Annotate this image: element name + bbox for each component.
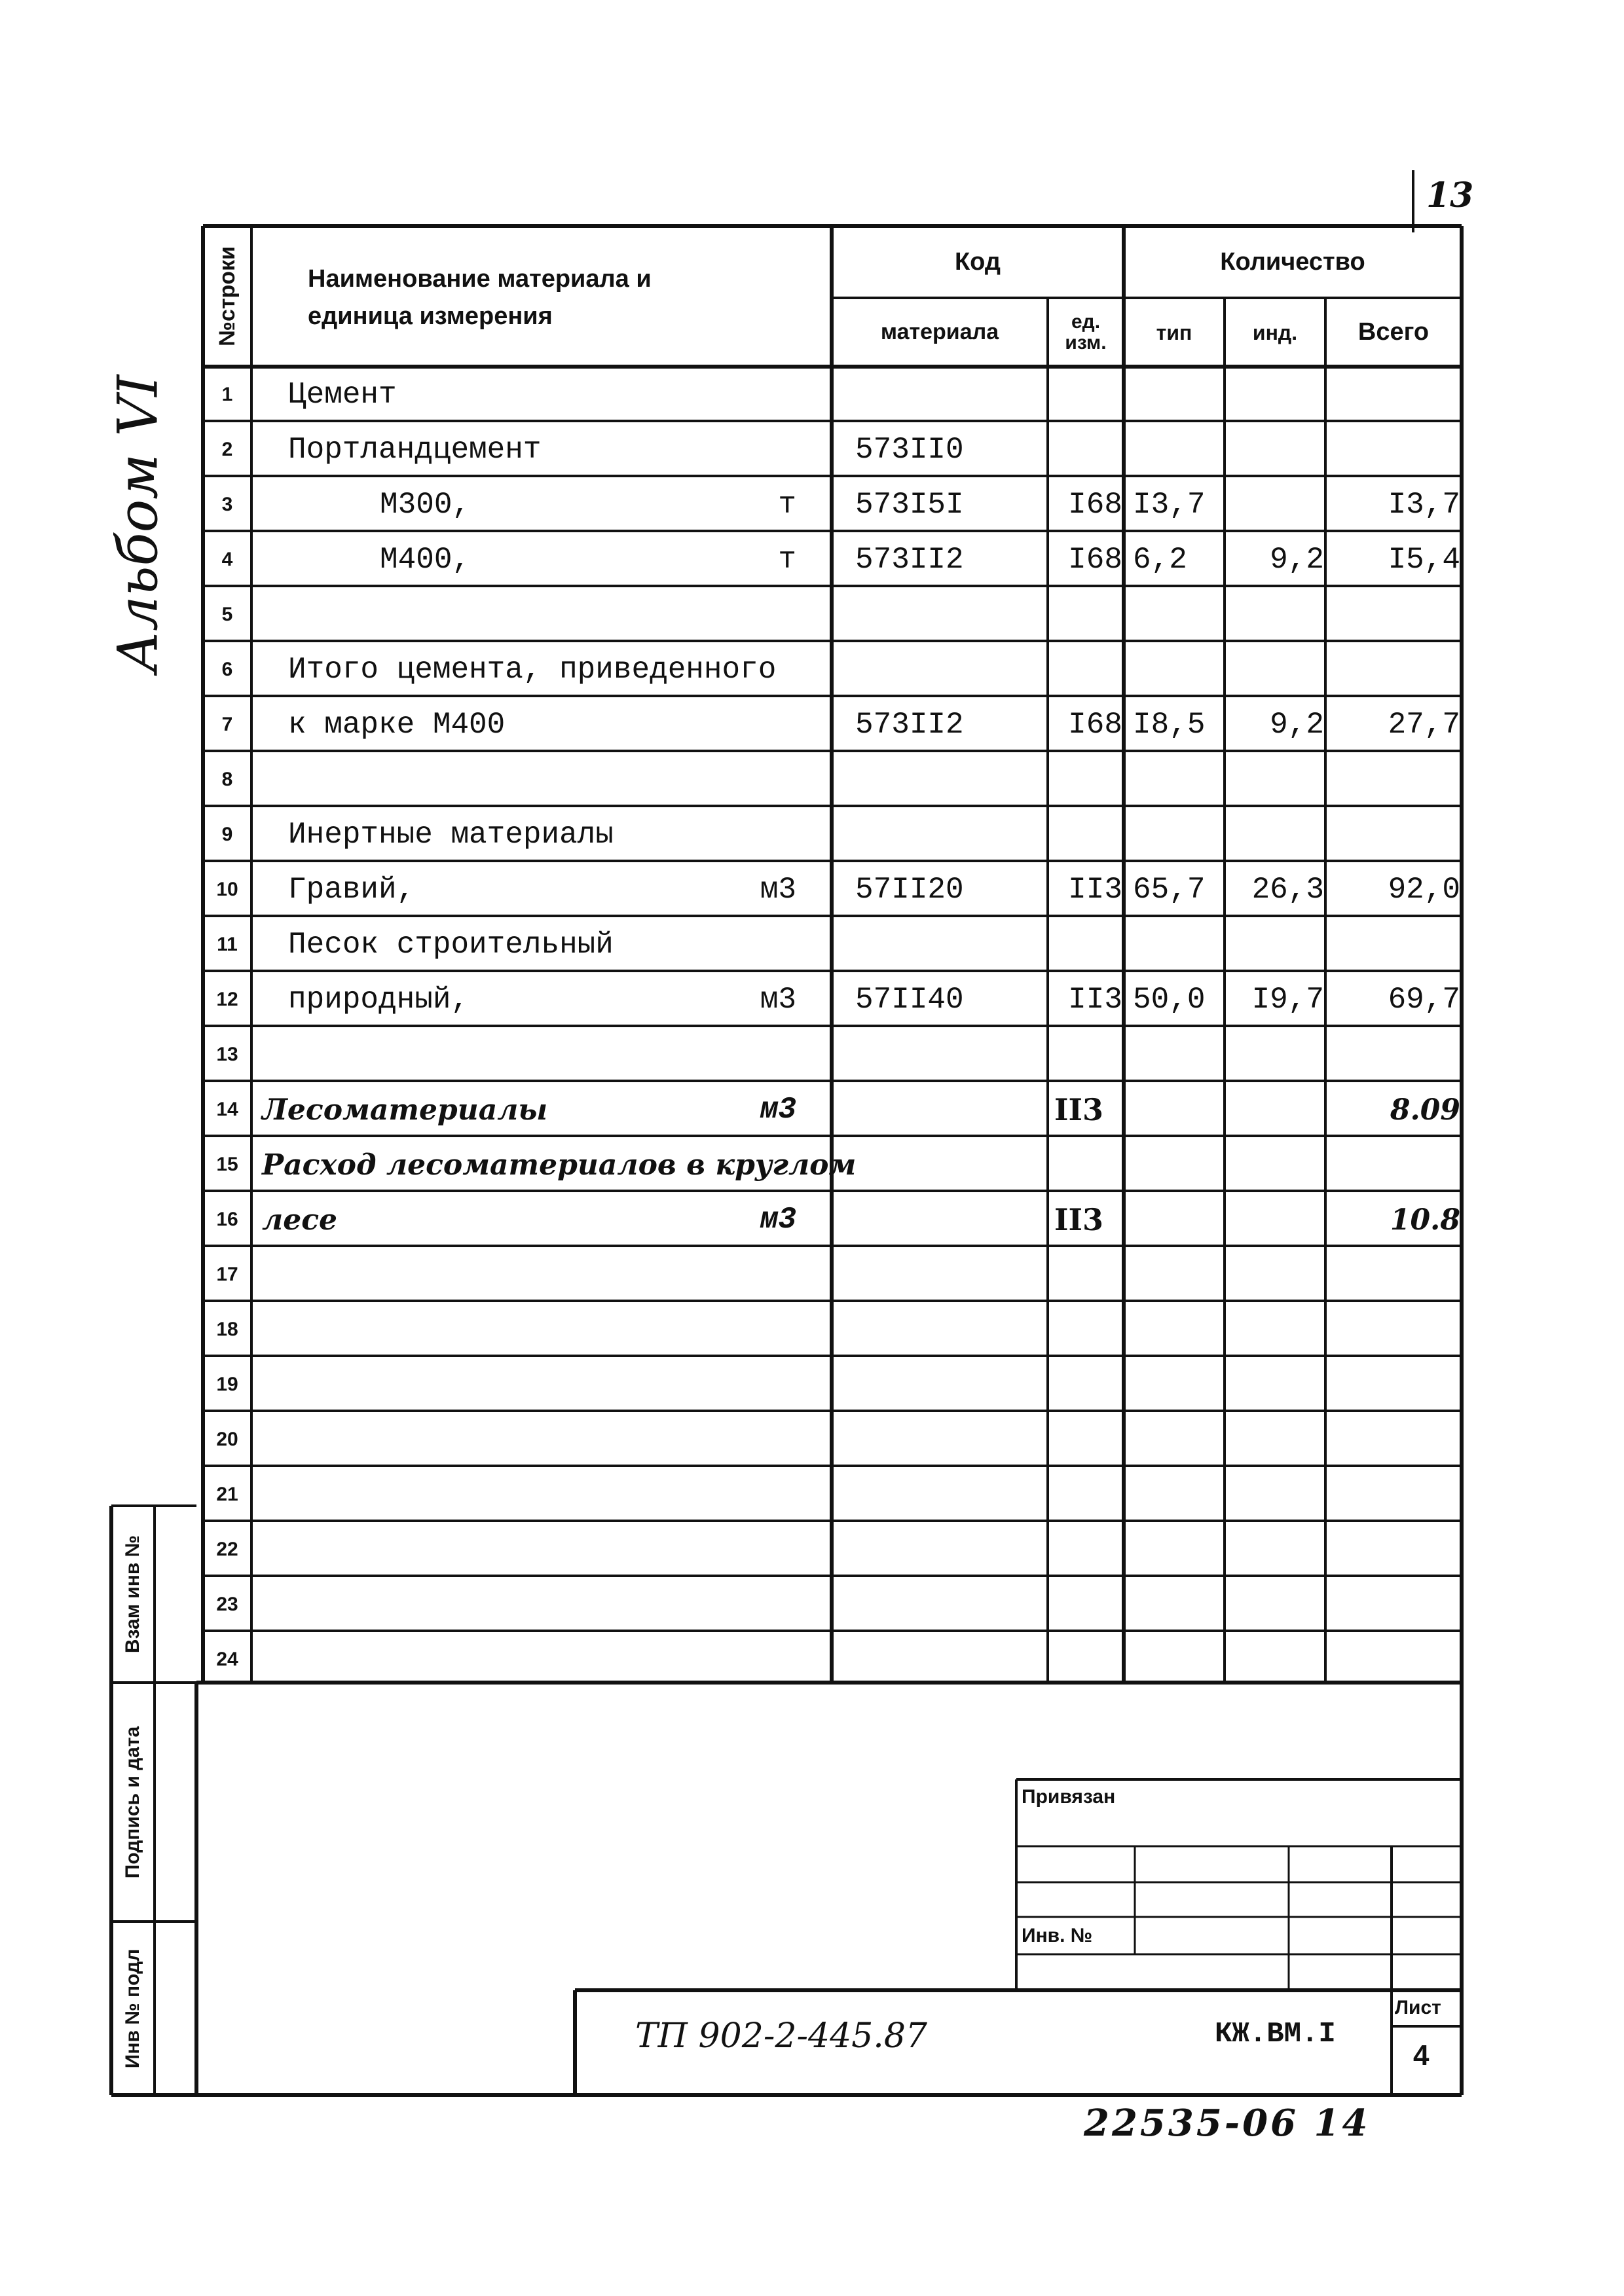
material-name	[288, 1634, 747, 1685]
row-number: 10	[216, 879, 238, 900]
row-number: 1	[221, 384, 233, 405]
sheet-number: 4	[1413, 2039, 1430, 2071]
row-number: 11	[217, 934, 238, 955]
material-code: 57II20	[855, 873, 964, 907]
row-number: 16	[216, 1209, 238, 1230]
unit-code: II3	[1054, 1092, 1104, 1127]
unit-code: I68	[1068, 488, 1122, 522]
archive-number: 22535-06 14	[1084, 2102, 1371, 2145]
qty-total: 92,0	[1388, 873, 1460, 907]
material-name: Цемент	[288, 378, 397, 412]
qty-total	[1327, 1579, 1475, 1630]
material-code	[833, 1524, 1069, 1575]
unit-label	[720, 919, 800, 970]
unit-code	[1049, 1359, 1125, 1410]
row-number: 20	[216, 1429, 238, 1450]
qty-type	[1125, 1414, 1231, 1465]
unit-label	[720, 1634, 800, 1685]
unit-code	[1049, 919, 1125, 970]
material-code	[833, 809, 1069, 860]
qty-type	[1125, 1084, 1231, 1135]
row-number: 13	[216, 1044, 238, 1065]
qty-type	[1125, 1029, 1231, 1080]
unit-code	[1049, 589, 1125, 640]
qty-total	[1327, 1524, 1475, 1575]
qty-total: I5,4	[1388, 543, 1460, 577]
qty-type	[1125, 1249, 1231, 1300]
qty-type	[1125, 644, 1231, 695]
album-label: Альбом VI	[105, 374, 170, 673]
row-number: 21	[216, 1484, 238, 1505]
material-name: к марке М400	[288, 708, 506, 742]
row-number: 17	[216, 1264, 238, 1285]
unit-code	[1049, 754, 1125, 805]
qty-total	[1327, 919, 1475, 970]
qty-type	[1125, 424, 1231, 475]
material-code	[833, 1249, 1069, 1300]
material-name: Итого цемента, приведенного	[288, 653, 777, 687]
unit-label	[720, 1579, 800, 1630]
stamp-vzam: Взам инв №	[122, 1535, 143, 1654]
unit-code	[1049, 1469, 1125, 1520]
qty-type: 65,7	[1133, 873, 1206, 907]
unit-code	[1049, 1414, 1125, 1465]
unit-code: I68	[1068, 543, 1122, 577]
header-qty-type: тип	[1156, 320, 1192, 344]
material-name: лесе	[262, 1203, 337, 1237]
qty-ind	[1226, 1579, 1338, 1630]
qty-type	[1125, 369, 1231, 420]
qty-total	[1327, 1249, 1475, 1300]
qty-ind: I9,7	[1251, 983, 1324, 1017]
qty-type	[1125, 1139, 1231, 1190]
doc-mark: КЖ.ВМ.I	[1215, 2018, 1336, 2050]
page-number: 13	[1426, 175, 1474, 215]
material-code: 573II0	[855, 433, 964, 467]
material-name	[288, 1029, 747, 1080]
qty-total	[1327, 424, 1475, 475]
qty-ind	[1226, 424, 1338, 475]
unit-label	[720, 1524, 800, 1575]
qty-ind	[1226, 1194, 1338, 1245]
row-number: 5	[221, 604, 233, 625]
unit-label	[720, 644, 800, 695]
qty-total	[1327, 1304, 1475, 1355]
qty-ind	[1226, 1304, 1338, 1355]
unit-label	[720, 589, 800, 640]
qty-type	[1125, 1524, 1231, 1575]
doc-code: ТП 902-2-445.87	[635, 2016, 927, 2056]
unit-code	[1049, 1249, 1125, 1300]
material-name: природный,	[288, 983, 470, 1017]
qty-type	[1125, 1304, 1231, 1355]
row-number: 8	[221, 769, 233, 790]
header-code-unit: ед. изм.	[1065, 311, 1107, 354]
unit-code	[1049, 809, 1125, 860]
qty-total	[1327, 754, 1475, 805]
qty-type: I3,7	[1133, 488, 1206, 522]
header-name: Наименование материала и единица измерения	[308, 265, 652, 330]
material-code	[833, 589, 1069, 640]
material-name	[288, 1524, 747, 1575]
unit-code	[1049, 1139, 1130, 1190]
qty-ind	[1226, 589, 1338, 640]
material-name: Песок строительный	[288, 928, 614, 962]
unit-code	[1049, 424, 1125, 475]
unit-code: I68	[1068, 708, 1122, 742]
qty-ind: 9,2	[1270, 708, 1324, 742]
qty-total	[1327, 1469, 1475, 1520]
qty-type	[1125, 1194, 1231, 1245]
qty-total	[1327, 369, 1475, 420]
title-privyazan: Привязан	[1022, 1786, 1116, 1808]
unit-label: т	[778, 543, 796, 577]
material-name	[288, 1304, 747, 1355]
row-number: 9	[221, 824, 233, 845]
unit-label: м3	[760, 983, 796, 1017]
row-number: 3	[221, 494, 233, 515]
unit-label	[720, 1469, 800, 1520]
row-number: 7	[221, 714, 233, 735]
row-number: 18	[216, 1319, 238, 1340]
qty-ind	[1226, 1414, 1338, 1465]
unit-label	[720, 369, 800, 420]
qty-type: 6,2	[1133, 543, 1187, 577]
qty-ind	[1226, 1634, 1338, 1685]
unit-label	[720, 809, 800, 860]
unit-label	[720, 424, 800, 475]
qty-ind: 26,3	[1251, 873, 1324, 907]
qty-ind	[1226, 1469, 1338, 1520]
material-code	[833, 1414, 1069, 1465]
header-qty-ind: инд.	[1252, 320, 1298, 344]
header-code: Код	[954, 247, 1001, 276]
qty-total	[1327, 644, 1475, 695]
row-number: 19	[216, 1374, 238, 1395]
qty-total	[1327, 1414, 1475, 1465]
unit-label	[720, 754, 800, 805]
qty-total	[1327, 589, 1475, 640]
qty-type	[1125, 809, 1231, 860]
unit-label: м3	[760, 1093, 796, 1127]
material-name	[288, 589, 747, 640]
material-name	[288, 1469, 747, 1520]
row-number: 14	[216, 1099, 238, 1120]
qty-total: 27,7	[1388, 708, 1460, 742]
row-number: 23	[216, 1594, 238, 1615]
qty-ind	[1226, 1249, 1338, 1300]
material-name: Расход лесоматериалов в круглом	[262, 1148, 857, 1182]
material-code	[833, 1139, 1069, 1190]
unit-label	[720, 1359, 800, 1410]
unit-label	[720, 1304, 800, 1355]
material-code	[833, 1084, 1069, 1135]
qty-ind	[1226, 369, 1338, 420]
material-code: 57II40	[855, 983, 964, 1017]
qty-ind	[1226, 1524, 1338, 1575]
qty-type: 50,0	[1133, 983, 1206, 1017]
unit-code: II3	[1068, 983, 1122, 1017]
row-number: 22	[216, 1539, 238, 1560]
material-name	[288, 754, 747, 805]
unit-code	[1049, 1524, 1125, 1575]
unit-code	[1049, 1304, 1125, 1355]
unit-code	[1049, 644, 1125, 695]
material-code	[833, 1029, 1069, 1080]
qty-total	[1327, 1359, 1475, 1410]
qty-type	[1125, 1469, 1231, 1520]
material-name	[288, 1359, 747, 1410]
qty-total	[1327, 1634, 1475, 1685]
unit-label	[720, 1029, 800, 1080]
qty-ind	[1226, 1029, 1338, 1080]
qty-total: 69,7	[1388, 983, 1460, 1017]
unit-label: м3	[760, 1203, 796, 1237]
row-number: 6	[221, 659, 233, 680]
header-qty-total: Всего	[1357, 318, 1430, 346]
unit-label	[720, 1414, 800, 1465]
header-qty: Количество	[1220, 247, 1365, 276]
header-row-no: №строки	[214, 246, 240, 346]
qty-type	[1125, 1579, 1231, 1630]
qty-total: 10.8	[1390, 1203, 1460, 1237]
material-name: Лесоматериалы	[262, 1093, 548, 1127]
qty-type	[1125, 1634, 1231, 1685]
header-code-material: материала	[880, 319, 999, 344]
unit-code: II3	[1068, 873, 1122, 907]
qty-total: I3,7	[1388, 488, 1460, 522]
material-code: 573II2	[855, 543, 964, 577]
unit-code: II3	[1054, 1202, 1104, 1237]
qty-ind	[1226, 809, 1338, 860]
row-number: 24	[216, 1649, 238, 1670]
qty-ind	[1226, 1084, 1338, 1135]
qty-type	[1125, 1359, 1231, 1410]
unit-code	[1049, 1579, 1125, 1630]
material-code	[833, 1579, 1069, 1630]
sheet-label: Лист	[1395, 1997, 1441, 2018]
qty-total	[1327, 809, 1475, 860]
material-code	[833, 1359, 1069, 1410]
material-code: 573I5I	[855, 488, 964, 522]
qty-total: 8.09	[1390, 1093, 1460, 1127]
material-code	[833, 754, 1069, 805]
material-code	[833, 1194, 1069, 1245]
qty-total	[1327, 1139, 1488, 1190]
material-name	[288, 1249, 747, 1300]
row-number: 2	[221, 439, 233, 460]
qty-ind	[1226, 1139, 1338, 1190]
qty-ind	[1226, 644, 1338, 695]
qty-type	[1125, 589, 1231, 640]
qty-ind	[1226, 919, 1338, 970]
material-code	[833, 1469, 1069, 1520]
material-name: Инертные материалы	[288, 818, 614, 852]
unit-code	[1049, 1029, 1125, 1080]
material-name: Портландцемент	[288, 433, 542, 467]
qty-ind	[1226, 754, 1338, 805]
material-code	[833, 919, 1069, 970]
unit-code	[1049, 369, 1125, 420]
qty-type	[1125, 919, 1231, 970]
material-name	[288, 1414, 747, 1465]
qty-total	[1327, 1029, 1475, 1080]
unit-label	[720, 1139, 800, 1190]
material-code	[833, 369, 1069, 420]
row-number: 4	[221, 549, 233, 570]
material-name: М400,	[380, 543, 471, 577]
material-name: Гравий,	[288, 873, 415, 907]
qty-ind: 9,2	[1270, 543, 1324, 577]
material-code	[833, 1634, 1069, 1685]
row-number: 12	[216, 989, 238, 1010]
qty-ind	[1226, 479, 1338, 530]
material-code	[833, 1304, 1069, 1355]
stamp-inv-podl: Инв № подл	[122, 1948, 144, 2068]
qty-type	[1125, 754, 1231, 805]
stamp-podpis: Подпись и дата	[122, 1726, 144, 1878]
material-code	[833, 644, 1069, 695]
unit-label: м3	[760, 873, 796, 907]
unit-label	[720, 699, 800, 750]
unit-label: т	[778, 488, 796, 522]
material-name	[288, 1579, 747, 1630]
title-inv-no: Инв. №	[1022, 1925, 1093, 1946]
qty-type: I8,5	[1133, 708, 1206, 742]
unit-code	[1049, 1634, 1125, 1685]
qty-ind	[1226, 1359, 1338, 1410]
material-name: М300,	[380, 488, 471, 522]
row-number: 15	[216, 1154, 238, 1175]
unit-label	[720, 1249, 800, 1300]
material-code: 573II2	[855, 708, 964, 742]
